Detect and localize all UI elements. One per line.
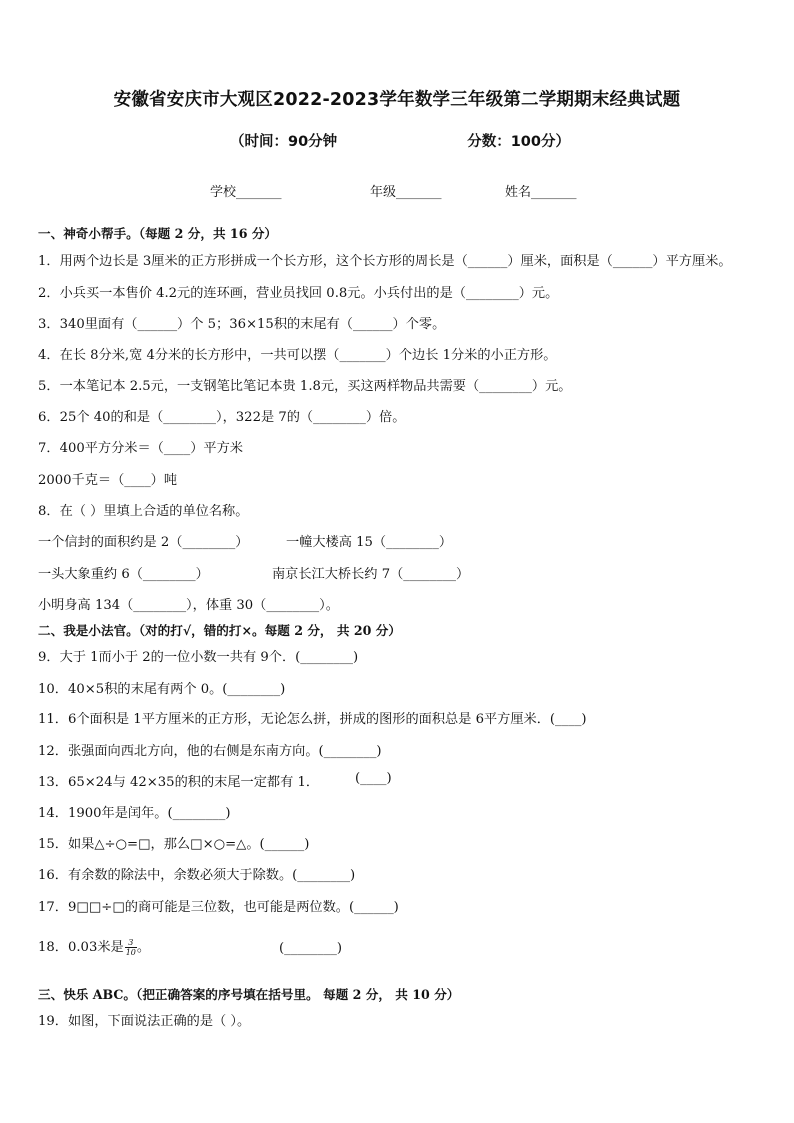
question-16: 16．有余数的除法中，余数必须大于除数。(________)	[38, 868, 356, 883]
page-title: 安徽省安庆市大观区2022-2023学年数学三年级第二学期期末经典试题	[113, 90, 681, 110]
question-8d: 南京长江大桥长约 7（________）	[272, 567, 470, 582]
question-12: 12．张强面向西北方向，他的右侧是东南方向。(________)	[38, 744, 382, 759]
question-18-period: 。	[136, 940, 151, 955]
question-8b: 一幢大楼高 15（________）	[286, 535, 453, 550]
student-info	[210, 181, 577, 200]
question-10: 10．40×5积的末尾有两个 0。(________)	[38, 682, 286, 697]
question-8e: 小明身高 134（________），体重 30（________）。	[38, 598, 339, 613]
exam-score: 分数：100分）	[467, 134, 570, 150]
fraction	[125, 938, 137, 957]
question-19: 19．如图，下面说法正确的是（ ）。	[38, 1014, 251, 1029]
question-18	[38, 936, 150, 957]
section-heading-3: 三、快乐 ABC。（把正确答案的序号填在括号里。 每题 2 分， 共 10 分）	[38, 987, 460, 1002]
exam-time: （时间：90分钟	[230, 134, 338, 150]
question-18-text: 18．0.03米是	[38, 940, 124, 955]
question-11: 11．6个面积是 1平方厘米的正方形，无论怎么拼，拼成的图形的面积总是 6平方厘米．(____)	[38, 712, 587, 727]
question-8: 8．在（ ）里填上合适的单位名称。	[38, 504, 249, 519]
section-heading-1: 一、神奇小帮手。（每题 2 分，共 16 分）	[38, 226, 278, 241]
question-8a: 一个信封的面积约是 2（________）	[38, 535, 249, 550]
question-6: 6．25个 40的和是（________），322是 7的（________）倍。	[38, 410, 406, 425]
question-3: 3．340里面有（______）个 5；36×15积的末尾有（______）个零。	[38, 317, 446, 332]
question-9: 9．大于 1而小于 2的一位小数一共有 9个．(________)	[38, 650, 359, 665]
school-field[interactable]: 学校_______	[210, 185, 282, 200]
question-8c: 一头大象重约 6（________）	[38, 567, 209, 582]
exam-meta	[230, 130, 570, 151]
question-1: 1．用两个边长是 3厘米的正方形拼成一个长方形，这个长方形的周长是（______）厘米，面积是（______）平方厘米。	[38, 254, 732, 269]
question-7b: 2000千克＝（____）吨	[38, 473, 178, 488]
question-18-blank: (________)	[279, 941, 343, 956]
question-17: 17．9□□÷□的商可能是三位数，也可能是两位数。(______)	[38, 900, 399, 915]
fraction-denominator: 10	[125, 948, 136, 957]
question-4: 4．在长 8分米,宽 4分米的长方形中，一共可以摆（_______）个边长 1分米的小正方形。	[38, 348, 557, 363]
question-13: 13．65×24与 42×35的积的末尾一定都有 1．	[38, 775, 320, 790]
section-heading-2: 二、我是小法官。（对的打√，错的打×。每题 2 分， 共 20 分）	[38, 623, 401, 638]
fraction-numerator: 3	[125, 938, 137, 948]
question-7a: 7．400平方分米＝（____）平方米	[38, 441, 243, 456]
question-13-blank: (____)	[355, 771, 392, 786]
question-2: 2．小兵买一本售价 4.2元的连环画，营业员找回 0.8元。小兵付出的是（________）元。	[38, 286, 559, 301]
grade-field[interactable]: 年级_______	[370, 185, 442, 200]
question-14: 14．1900年是闰年。(________)	[38, 806, 231, 821]
question-15: 15．如果△÷○=□，那么□×○=△。(______)	[38, 837, 310, 852]
name-field[interactable]: 姓名_______	[505, 185, 577, 200]
question-5: 5．一本笔记本 2.5元，一支钢笔比笔记本贵 1.8元，买这两样物品共需要（________）元。	[38, 379, 572, 394]
